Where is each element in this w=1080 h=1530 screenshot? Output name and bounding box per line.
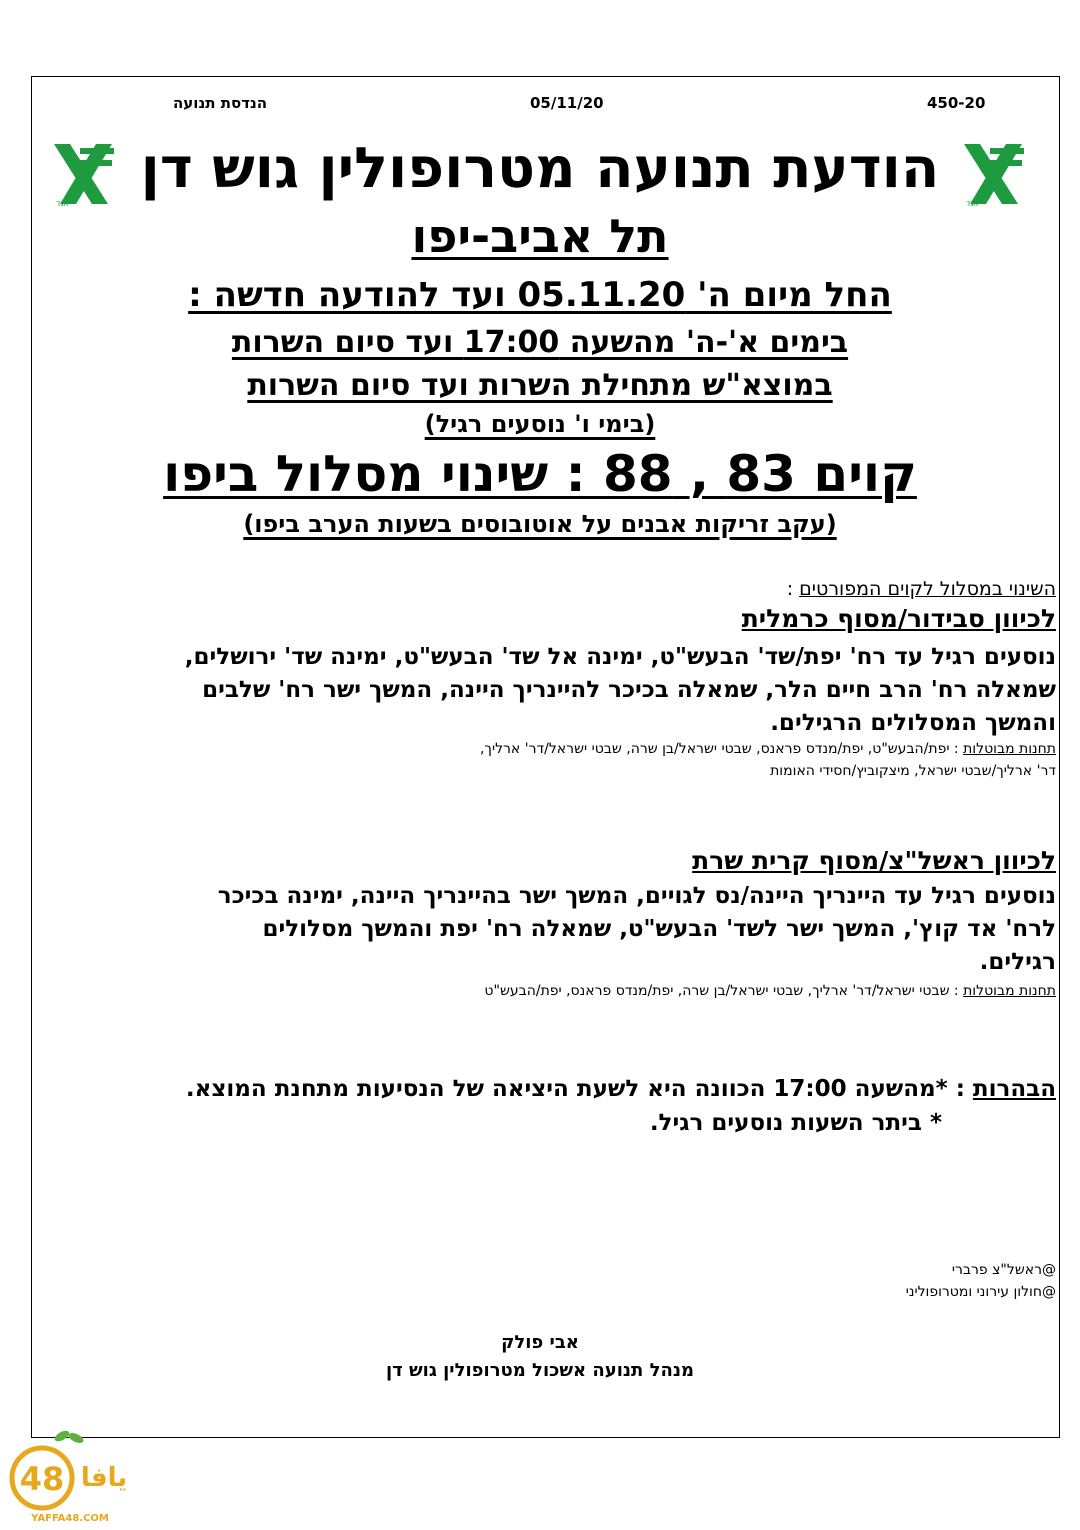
saturday-hours: במוצא"ש מתחילת השרות ועד סיום השרות [247, 368, 833, 403]
direction-heading: לכיוון ראשל"צ/מסוף קרית שרת [692, 846, 1056, 875]
cc-line: @חולון עירוני ומטרופוליני [905, 1284, 1056, 1300]
logo-label: אגד [56, 199, 70, 208]
effective-date: החל מיום ה' 05.11.20 ועד להודעה חדשה : [188, 275, 892, 315]
yaffa48-watermark-icon [4, 1424, 136, 1524]
route-description [56, 641, 1056, 740]
stations-line: : שבטי ישראל/דר' ארליך, שבטי ישראל/בן שרה, יפת/מנדס פראנס, יפת/הבעש"ט [484, 983, 964, 999]
notice-number: 450-20 [927, 94, 986, 112]
city-name: תל אביב-יפו [411, 209, 669, 263]
route-line: לרח' אד קוץ', המשך ישר לשד' הבעש"ט, שמאלה רח' יפת והמשך מסלולים [262, 916, 1056, 942]
headline: קוים 83 , 88 : שינוי מסלול ביפו [163, 445, 917, 503]
logo-label: אגד [966, 199, 980, 208]
route-description [56, 880, 1056, 979]
notice-date: 05/11/20 [530, 94, 604, 112]
route-line: והמשך המסלולים הרגילים. [770, 710, 1056, 736]
weekday-hours: בימים א'-ה' מהשעה 17:00 ועד סיום השרות [231, 325, 849, 360]
route-line: רגילים. [979, 949, 1056, 975]
cancelled-stations [236, 738, 1056, 782]
watermark-text: يافا [80, 1463, 128, 1493]
watermark-number: 48 [19, 1460, 65, 1498]
intro-label: השינוי במסלול לקוים המפורטים [799, 578, 1056, 600]
stations-label: תחנות מבוטלות [963, 741, 1056, 757]
route-line: נוסעים רגיל עד רח' יפת/שד' הבעש"ט, ימינה אל שד' הבעש"ט, ימינה שד' ירושלים, [184, 644, 1056, 670]
intro-suffix: : [786, 578, 800, 600]
clarifications-label: הבהרות [972, 1076, 1056, 1102]
watermark-site: YAFFA48.COM [31, 1513, 109, 1524]
route-line: שמאלה רח' הרב חיים הלר, שמאלה בכיכר להיינריך היינה, המשך ישר רח' שלבים [202, 677, 1056, 703]
department-label: הנדסת תנועה [173, 94, 268, 112]
route-line: נוסעים רגיל עד היינריך היינה/נס לגויים, המשך ישר בהיינריך היינה, ימינה בכיכר [217, 883, 1056, 909]
signature-name: אבי פולק [501, 1332, 579, 1353]
cancelled-stations [236, 980, 1056, 1002]
clarification-line: * ביתר השעות נוסעים רגיל. [649, 1110, 942, 1136]
clarification-line: : *מהשעה 17:00 הכוונה היא לשעת היציאה של הנסיעות מתחנת המוצא. [185, 1076, 973, 1102]
cc-line: @ראשל"צ פרברי [951, 1262, 1056, 1278]
stations-line: דר' ארליך/שבטי ישראל, מיצקוביץ/חסידי האומות [770, 763, 1056, 779]
intro-line [787, 578, 1056, 600]
friday-note: (בימי ו' נוסעים רגיל) [424, 410, 656, 438]
signature-role: מנהל תנועה אשכול מטרופולין גוש דן [385, 1360, 695, 1381]
stations-line: : יפת/הבעש"ט, יפת/מנדס פראנס, שבטי ישראל/בן שרה, שבטי ישראל/דר' ארליך, [479, 741, 964, 757]
reason: (עקב זריקות אבנים על אוטובוסים בשעות הערב ביפו) [243, 510, 837, 538]
stations-label: תחנות מבוטלות [963, 983, 1056, 999]
direction-heading: לכיוון סבידור/מסוף כרמלית [741, 604, 1056, 633]
notice-title: הודעת תנועה מטרופולין גוש דן [140, 136, 940, 201]
clarifications [76, 1073, 1056, 1106]
